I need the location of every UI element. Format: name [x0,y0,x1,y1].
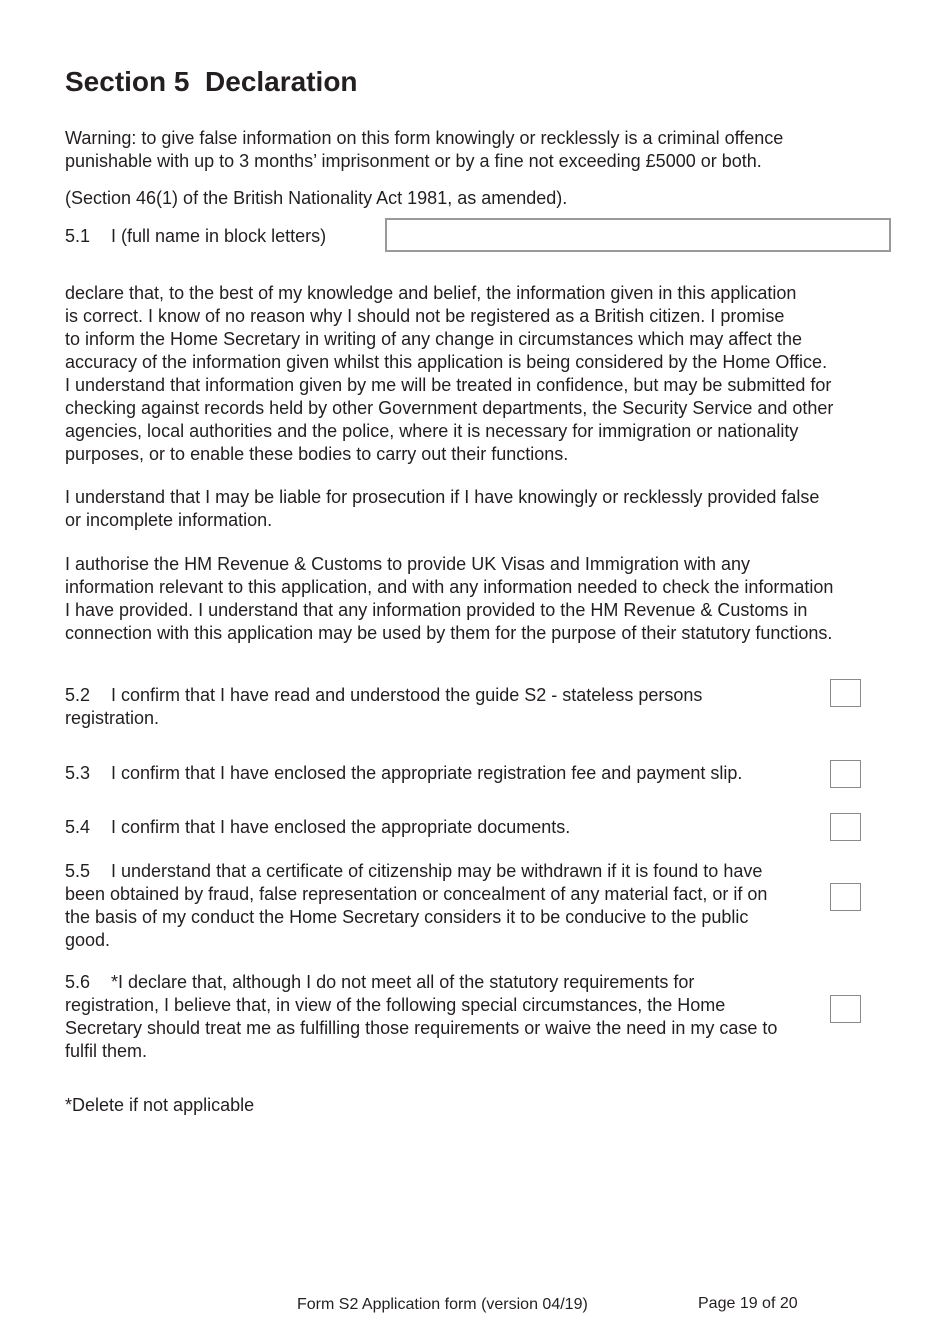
confirmation-5-4 [65,816,825,839]
confirmation-line: registration. [65,708,160,728]
warning-text [65,127,885,173]
confirmation-line: 5.4 I confirm that I have enclosed the appropriate documents. [65,817,571,837]
footer-form-name: Form S2 Application form (version 04/19) [297,1296,588,1313]
paragraph-line: I have provided. I understand that any information provided to the HM Revenue & Customs in [65,600,808,620]
confirmation-line: 5.2 I confirm that I have read and understood the guide S2 - stateless persons [65,685,703,705]
paragraph-line: or incomplete information. [65,510,273,530]
paragraph-line: to inform the Home Secretary in writing of any change in circumstances which may affect the [65,329,802,349]
paragraph-line: checking against records held by other Government departments, the Security Service and other [65,398,834,418]
paragraph-line: I understand that information given by me will be treated in confidence, but may be submitted for [65,375,832,395]
question-number: 5.3 [65,763,91,783]
confirm-5-6-checkbox[interactable] [830,995,861,1023]
confirmation-5-6 [65,971,825,1063]
paragraph-line: information relevant to this application, and with any information needed to check the information [65,577,834,597]
confirmation-line: good. [65,930,111,950]
confirm-5-3-checkbox[interactable] [830,760,861,788]
confirmation-line: 5.3 I confirm that I have enclosed the appropriate registration fee and payment slip. [65,763,743,783]
confirmation-line: registration, I believe that, in view of the following special circumstances, the Home [65,995,726,1015]
question-number: 5.2 [65,685,91,705]
confirmation-line: 5.5 I understand that a certificate of citizenship may be withdrawn if it is found to have [65,861,763,881]
confirmation-5-2 [65,684,825,730]
confirmation-line: the basis of my conduct the Home Secretary considers it to be conducive to the public [65,907,749,927]
paragraph-line: accuracy of the information given whilst this application is being considered by the Home Office. [65,352,828,372]
section-heading: Section 5 Declaration [65,66,358,97]
paragraph-line: I understand that I may be liable for prosecution if I have knowingly or recklessly provided false [65,487,820,507]
question-number: 5.1 [65,226,91,246]
declaration-paragraph [65,282,885,466]
confirm-5-2-checkbox[interactable] [830,679,861,707]
confirm-5-5-checkbox[interactable] [830,883,861,911]
warning-line: punishable with up to 3 months’ imprisonment or by a fine not exceeding £5000 or both. [65,151,762,171]
paragraph-line: declare that, to the best of my knowledge and belief, the information given in this application [65,283,797,303]
question-number: 5.4 [65,817,91,837]
authorisation-paragraph [65,553,885,645]
paragraph-line: purposes, or to enable these bodies to carry out their functions. [65,444,569,464]
confirmation-line: Secretary should treat me as fulfilling those requirements or waive the need in my case to [65,1018,778,1038]
confirmation-line: been obtained by fraud, false representation or concealment of any material fact, or if on [65,884,768,904]
q51-label: I (full name in block letters) [111,226,327,246]
delete-note: *Delete if not applicable [65,1095,255,1115]
question-number: 5.5 [65,861,91,881]
full-name-input[interactable] [385,218,891,252]
confirmation-line: fulfil them. [65,1041,148,1061]
paragraph-line: agencies, local authorities and the police, where it is necessary for immigration or nationality [65,421,799,441]
prosecution-paragraph [65,486,885,532]
confirmation-line: 5.6 *I declare that, although I do not meet all of the statutory requirements for [65,972,695,992]
paragraph-line: connection with this application may be used by them for the purpose of their statutory functions. [65,623,833,643]
confirm-5-4-checkbox[interactable] [830,813,861,841]
footer-page-number: Page 19 of 20 [698,1295,798,1312]
legal-reference: (Section 46(1) of the British Nationality Act 1981, as amended). [65,188,568,208]
confirmation-5-3 [65,762,825,785]
question-number: 5.6 [65,972,91,992]
paragraph-line: I authorise the HM Revenue & Customs to provide UK Visas and Immigration with any [65,554,750,574]
paragraph-line: is correct. I know of no reason why I should not be registered as a British citizen. I promise [65,306,785,326]
q51-label-row [65,225,326,248]
confirmation-5-5 [65,860,825,952]
warning-line: Warning: to give false information on this form knowingly or recklessly is a criminal offence [65,128,784,148]
